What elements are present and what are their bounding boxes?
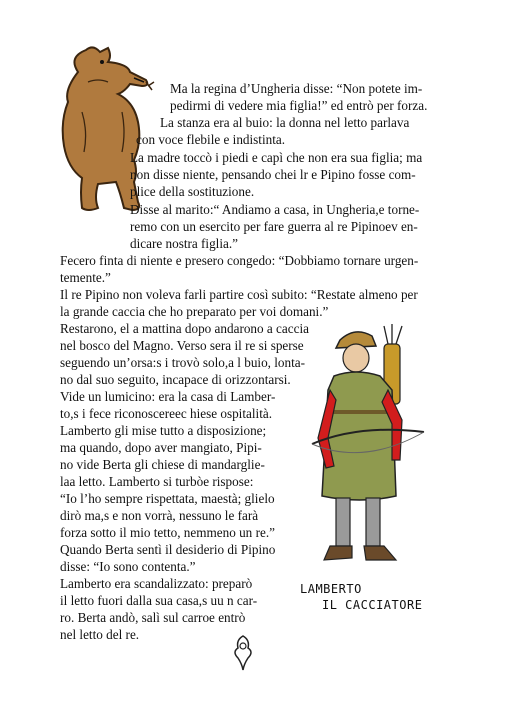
text-line: plice della sostituzione. bbox=[130, 184, 255, 199]
text-line: Il re Pipino non voleva farli partire così subito: “Restate almeno per bbox=[60, 287, 418, 302]
text-line: non disse niente, pensando chei lr e Pipino fosse com- bbox=[130, 167, 416, 182]
text-line: no vide Berta gli chiese di mandarglie- bbox=[60, 457, 265, 472]
text-line: laa letto. Lamberto si turbòe rispose: bbox=[60, 474, 254, 489]
text-line: pedirmi di vedere mia figlia!” ed entrò per forza. bbox=[170, 98, 428, 113]
text-line: forza sotto il mio tetto, nemmeno un re.” bbox=[60, 525, 275, 540]
ornament-icon bbox=[230, 632, 256, 672]
text-line: Ma la regina d’Ungheria disse: “Non potete im- bbox=[170, 81, 423, 96]
text-line: ro. Berta andò, salì sul carroe entrò bbox=[60, 610, 246, 625]
text-line: Lamberto gli mise tutto a disposizione; bbox=[60, 423, 267, 438]
text-line: temente.” bbox=[60, 270, 111, 285]
text-line: Quando Berta sentì il desiderio di Pipino bbox=[60, 542, 276, 557]
text-line: La stanza era al buio: la donna nel letto parlava bbox=[160, 115, 410, 130]
text-line: remo con un esercito per fare guerra al re Pipinoev en- bbox=[130, 219, 418, 234]
text-line: no dal suo seguito, incapace di orizzontarsi. bbox=[60, 372, 291, 387]
text-line: Fecero finta di niente e presero congedo: “Dobbiamo tornare urgen- bbox=[60, 253, 419, 268]
text-line: Disse al marito:“ Andiamo a casa, in Ungheria,e torne- bbox=[130, 202, 420, 217]
illustration-caption-title: IL CACCIATORE bbox=[322, 598, 423, 612]
text-line: ma quando, dopo aver mangiato, Pipi- bbox=[60, 440, 262, 455]
text-line: seguendo un’orsa:s i trovò solo,a l buio, lonta- bbox=[60, 355, 306, 370]
text-line: Vide un lumicino: era la casa di Lamber- bbox=[60, 389, 276, 404]
text-line: la grande caccia che ho preparato per voi domani.” bbox=[60, 304, 329, 319]
text-line: nel letto del re. bbox=[60, 627, 140, 642]
text-line: disse: “Io sono contenta.” bbox=[60, 559, 196, 574]
text-line: dirò ma,s e non vorrà, nessuno le farà bbox=[60, 508, 259, 523]
text-line: La madre toccò i piedi e capì che non era sua figlia; ma bbox=[130, 150, 423, 165]
text-line: Lamberto era scandalizzato: preparò bbox=[60, 576, 253, 591]
text-line: nel bosco del Magno. Verso sera il re si sperse bbox=[60, 338, 304, 353]
hunter-illustration bbox=[300, 320, 430, 570]
illustration-caption-name: LAMBERTO bbox=[300, 582, 362, 596]
text-line: “Io l’ho sempre rispettata, maestà; glielo bbox=[60, 491, 275, 506]
text-line: to,s i fece riconoscereec hiese ospitalità. bbox=[60, 406, 273, 421]
text-line: Restarono, el a mattina dopo andarono a caccia bbox=[60, 321, 309, 336]
text-line: il letto fuori dalla sua casa,s uu n car- bbox=[60, 593, 258, 608]
text-line: con voce flebile e indistinta. bbox=[136, 132, 286, 147]
text-line: dicare nostra figlia.” bbox=[130, 236, 239, 251]
